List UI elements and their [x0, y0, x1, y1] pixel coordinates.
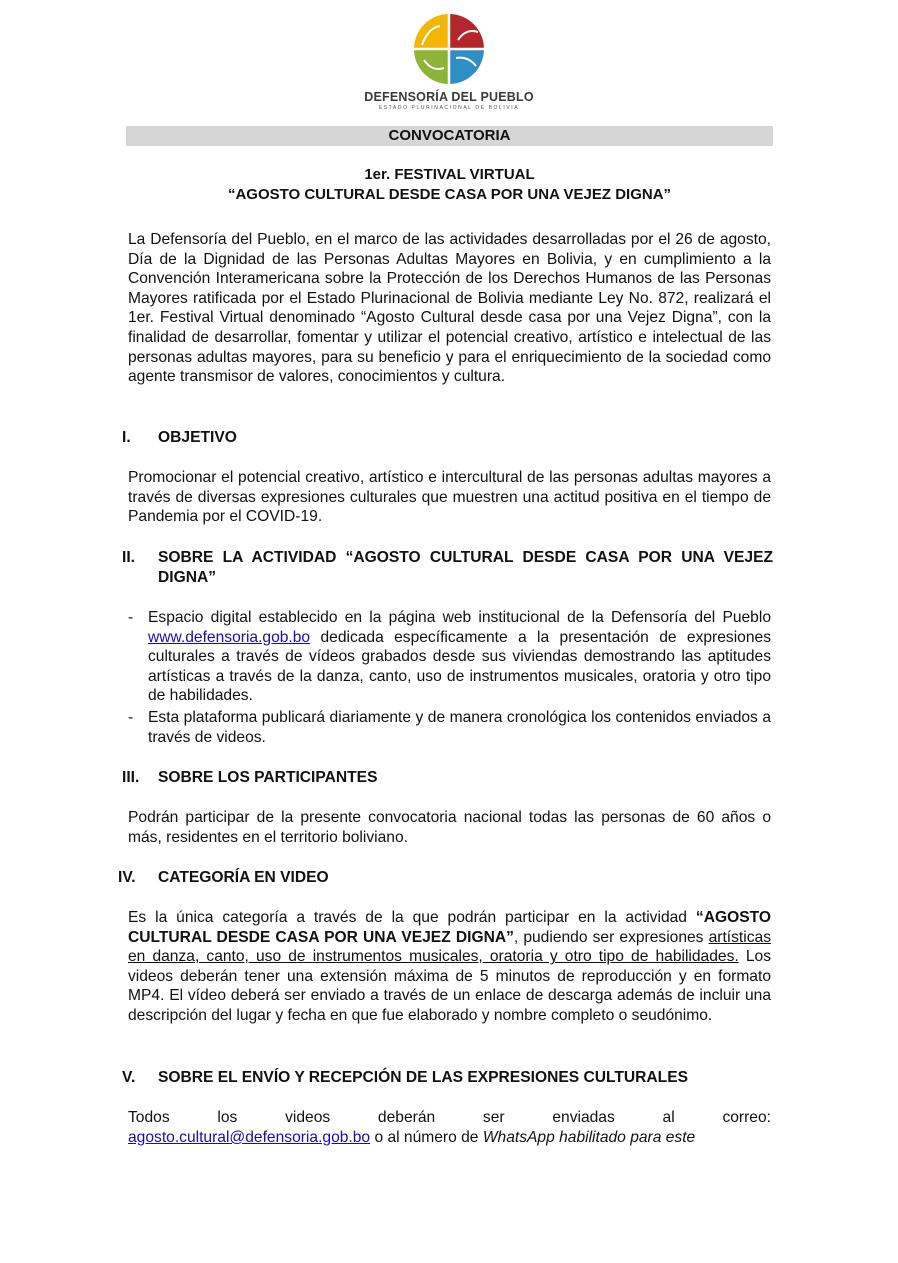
org-name: DEFENSORÍA DEL PUEBLO: [364, 90, 534, 104]
envio-line-1: Todos los videos deberán ser enviadas al correo:: [128, 1109, 771, 1126]
envio-line-2: [128, 1128, 771, 1148]
participantes-paragraph: Podrán participar de la presente convocatoria nacional todas las personas de 60 años o más, residentes en el territorio boliviano.: [128, 809, 771, 846]
section-number: I.: [122, 429, 131, 446]
bullet-dash: -: [128, 709, 134, 726]
section-title: SOBRE LOS PARTICIPANTES: [158, 769, 378, 786]
intro-paragraph: La Defensoría del Pueblo, en el marco de las actividades desarrolladas por el 26 de agosto, Día de la Dignidad de las Personas Adultas Mayores en Bolivia, y en cumplimiento a la Convención Interamericana sobre la Protección de los Derechos Humanos de las Personas Mayores ratificada por el Estado Plurinacional de Bolivia mediante Ley No. 872, realizará el 1er. Festival Virtual denominado “Agosto Cultural desde casa por una Vejez Digna”, con la finalidad de desarrollar, fomentar y utilizar el potencial creativo, artístico e intelectual de las personas adultas mayores, para su beneficio y para el enriquecimiento de la sociedad como agente transmisor de valores, conocimientos y cultura.: [128, 231, 771, 386]
envio-text-mid: o al número de: [374, 1129, 479, 1146]
festival-title-line2: “AGOSTO CULTURAL DESDE CASA POR UNA VEJEZ DIGNA”: [227, 186, 672, 203]
categoria-text: Es la única categoría a través de la que podrán participar en la actividad: [128, 909, 687, 926]
org-subtitle: ESTADO PLURINACIONAL DE BOLIVIA: [378, 105, 520, 111]
actividad-bullet-2: [128, 708, 771, 747]
bullet-dash: -: [128, 609, 134, 626]
defensoria-website-link[interactable]: www.defensoria.gob.bo: [148, 628, 311, 646]
section-actividad-heading: [122, 548, 773, 588]
agosto-cultural-email-link[interactable]: agosto.cultural@defensoria.gob.bo: [128, 1129, 371, 1146]
categoria-paragraph: [128, 908, 771, 1026]
whatsapp-text-italic: WhatsApp habilitado para este: [482, 1129, 696, 1146]
section-title: SOBRE LA ACTIVIDAD “AGOSTO CULTURAL DESDE CASA POR UNA VEJEZ DIGNA”: [158, 549, 773, 586]
convocatoria-banner: CONVOCATORIA: [126, 126, 773, 146]
expresiones-underlined: artísticas en danza, canto, uso de instrumentos musicales, oratoria y otro tipo de habilidades.: [128, 928, 771, 966]
section-title: OBJETIVO: [158, 429, 237, 446]
header-logo: [0, 10, 898, 111]
bullet-text: Espacio digital establecido en la página web institucional de la Defensoría del Pueblo: [148, 609, 771, 626]
section-number: IV.: [118, 869, 136, 886]
festival-title-line1: 1er. FESTIVAL VIRTUAL: [364, 166, 535, 183]
categoria-text-mid: , pudiendo ser expresiones: [513, 928, 704, 946]
section-number: III.: [122, 769, 140, 786]
bullet-text-cont: dedicada específicamente a la presentación de expresiones culturales a través de vídeos grabados desde sus viviendas demostrando las aptitudes artísticas a través de la danza, canto, uso de instrumentos musicales, oratoria y otro tipo de habilidades.: [148, 628, 771, 705]
section-title: CATEGORÍA EN VIDEO: [158, 869, 329, 886]
festival-name-bold: “AGOSTO CULTURAL DESDE CASA POR UNA VEJEZ DIGNA”: [128, 909, 771, 946]
bullet-text: Esta plataforma publicará diariamente y de manera cronológica los contenidos enviados a través de videos.: [148, 709, 771, 746]
section-number: V.: [122, 1069, 136, 1086]
categoria-text-post: Los videos deberán tener una extensión máxima de 5 minutos de reproducción y en formato MP4. El vídeo deberá ser enviado a través de un enlace de descarga además de incluir una descripción del lugar y fecha en que fue elaborado y nombre completo o seudónimo.: [128, 948, 771, 1024]
objetivo-paragraph: Promocionar el potencial creativo, artístico e intercultural de las personas adultas mayores a través de diversas expresiones culturales que muestren una actitud positiva en el tiempo de Pandemia por el COVID-19.: [128, 469, 771, 526]
defensoria-logo-icon: [410, 10, 488, 88]
section-number: II.: [122, 549, 135, 566]
actividad-bullet-1: [128, 608, 771, 706]
section-title: SOBRE EL ENVÍO Y RECEPCIÓN DE LAS EXPRESIONES CULTURALES: [158, 1069, 688, 1086]
